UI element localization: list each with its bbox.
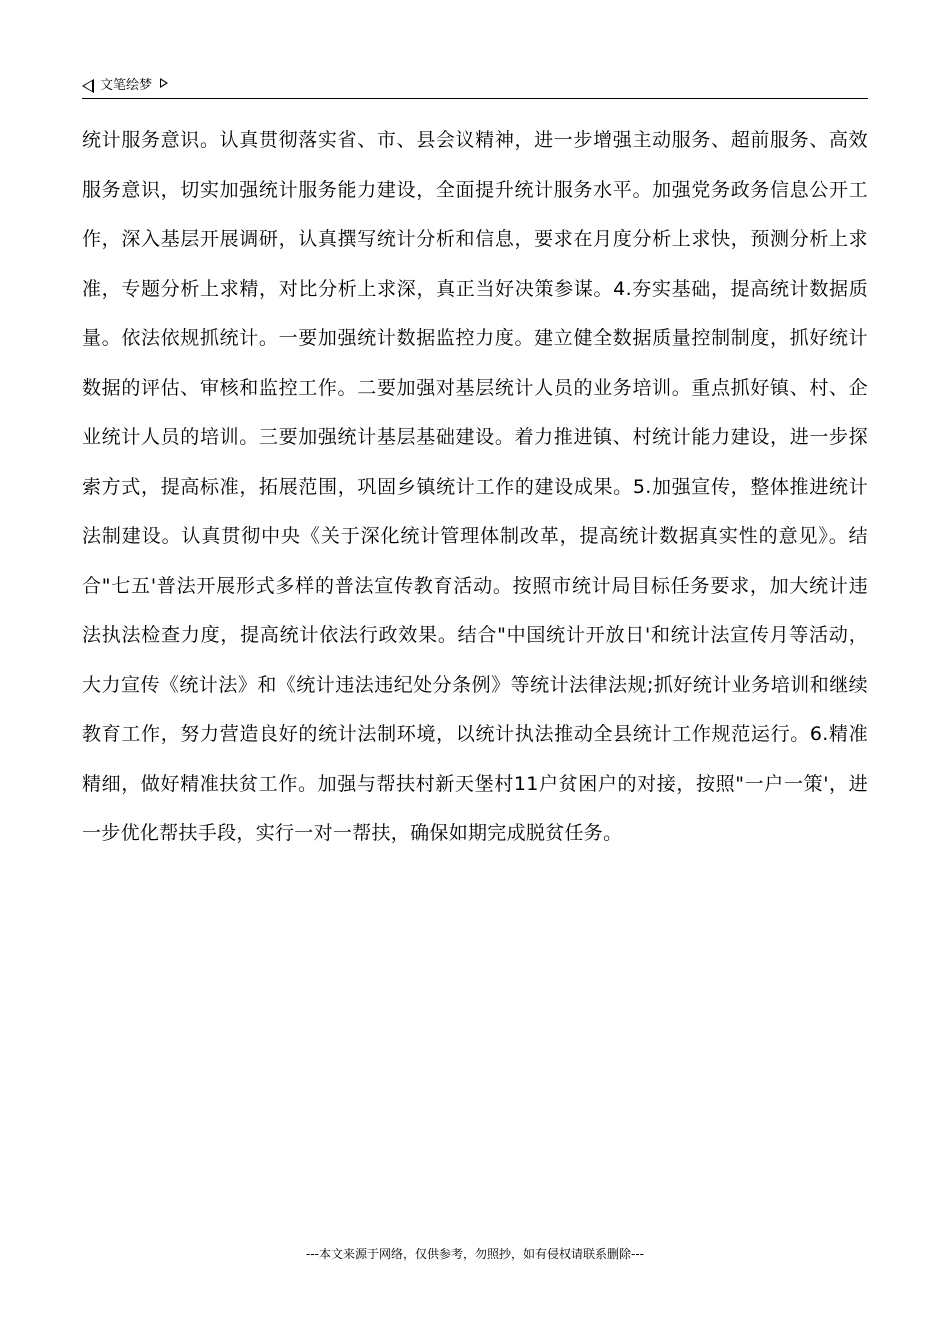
footer-notice: ---本文来源于网络，仅供参考，勿照抄，如有侵权请联系删除--- bbox=[306, 1247, 644, 1261]
page-header bbox=[82, 74, 868, 99]
header-brand: 文笔绘梦 bbox=[100, 78, 153, 93]
triangle-left-icon bbox=[82, 79, 94, 93]
body-paragraph: 统计服务意识。认真贯彻落实省、市、县会议精神，进一步增强主动服务、超前服务、高效服务意识，切实加强统计服务能力建设，全面提升统计服务水平。加强党务政务信息公开工作，深入基层开展调研，认真撰写统计分析和信息，要求在月度分析上求快，预测分析上求准，专题分析上求精，对比分析上求深，真正当好决策参谋。4.夯实基础，提高统计数据质量。依法依规抓统计。一要加强统计数据监控力度。建立健全数据质量控制制度，抓好统计数据的评估、审核和监控工作。二要加强对基层统计人员的业务培训。重点抓好镇、村、企业统计人员的培训。三要加强统计基层基础建设。着力推进镇、村统计能力建设，进一步探索方式，提高标准，拓展范围，巩固乡镇统计工作的建设成果。5.加强宣传，整体推进统计法制建设。认真贯彻中央《关于深化统计管理体制改革，提高统计数据真实性的意见》。结合"七五'普法开展形式多样的普法宣传教育活动。按照市统计局目标任务要求，加大统计违法执法检查力度，提高统计依法行政效果。结合"中国统计开放日'和统计法宣传月等活动，大力宣传《统计法》和《统计违法违纪处分条例》等统计法律法规;抓好统计业务培训和继续教育工作，努力营造良好的统计法制环境，以统计执法推动全县统计工作规范运行。6.精准精细，做好精准扶贫工作。加强与帮扶村新天堡村11户贫困户的对接，按照"一户一策'，进一步优化帮扶手段，实行一对一帮扶，确保如期完成脱贫任务。 bbox=[82, 129, 868, 844]
triangle-right-icon bbox=[160, 78, 168, 88]
